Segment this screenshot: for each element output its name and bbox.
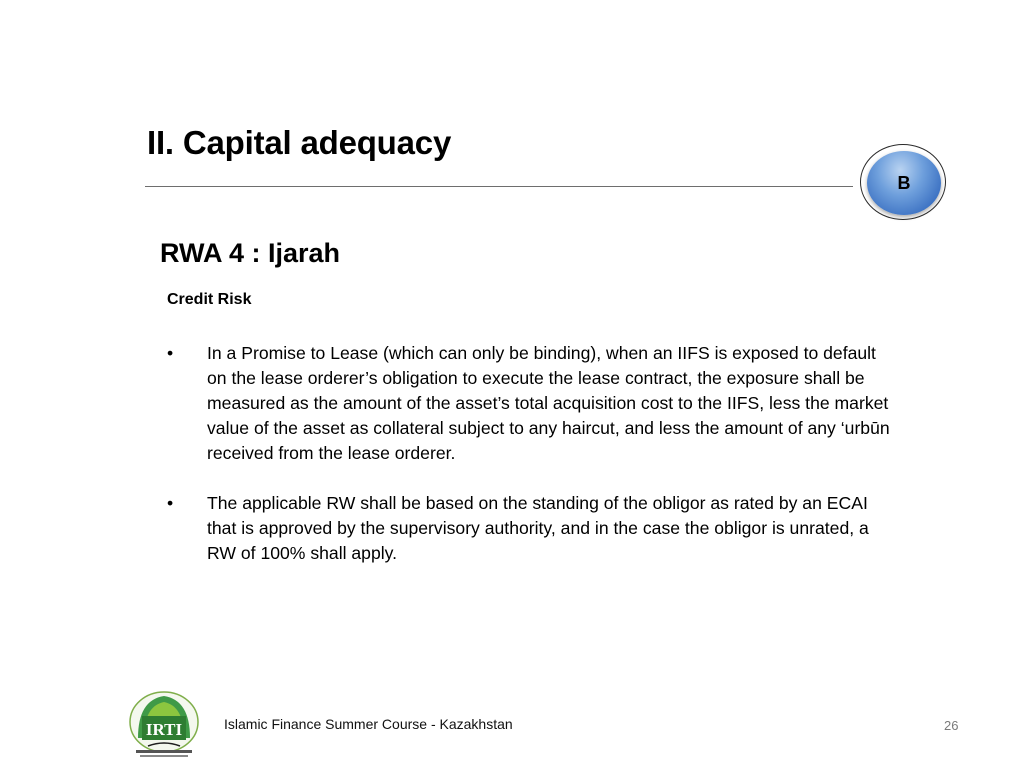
irti-logo-icon [126, 688, 202, 760]
slide-title: II. Capital adequacy [147, 124, 452, 161]
bullet-marker: • [167, 493, 174, 513]
logo-graphic [126, 688, 202, 760]
page-number: 26 [944, 718, 959, 733]
slide-subtitle: RWA 4 : Ijarah [160, 238, 341, 268]
section-badge [867, 151, 941, 215]
bullet-item [167, 341, 897, 466]
bullet-item [167, 491, 897, 566]
section-label: Credit Risk [167, 291, 252, 308]
bullet-marker: • [167, 343, 174, 363]
bullet-list [167, 341, 897, 591]
bullet-text: In a Promise to Lease (which can only be binding), when an IIFS is exposed to default on the lease orderer’s obligation to execute the lease contract, the exposure shall be measured as the amount of the asset’s total acquisition cost to the IIFS, less the market value of the asset as collateral subject to any haircut, and less the amount of any ‘urbūn received from the lease orderer. [207, 343, 890, 463]
logo-letters: IRTI [145, 720, 183, 739]
section-badge-label: B [897, 172, 911, 193]
title-divider [145, 186, 853, 187]
bullet-text: The applicable RW shall be based on the standing of the obligor as rated by an ECAI that is approved by the supervisory authority, and in the case the obligor is unrated, a RW of 100% shall apply. [207, 493, 869, 563]
footer-course-name: Islamic Finance Summer Course - Kazakhstan [224, 716, 513, 732]
